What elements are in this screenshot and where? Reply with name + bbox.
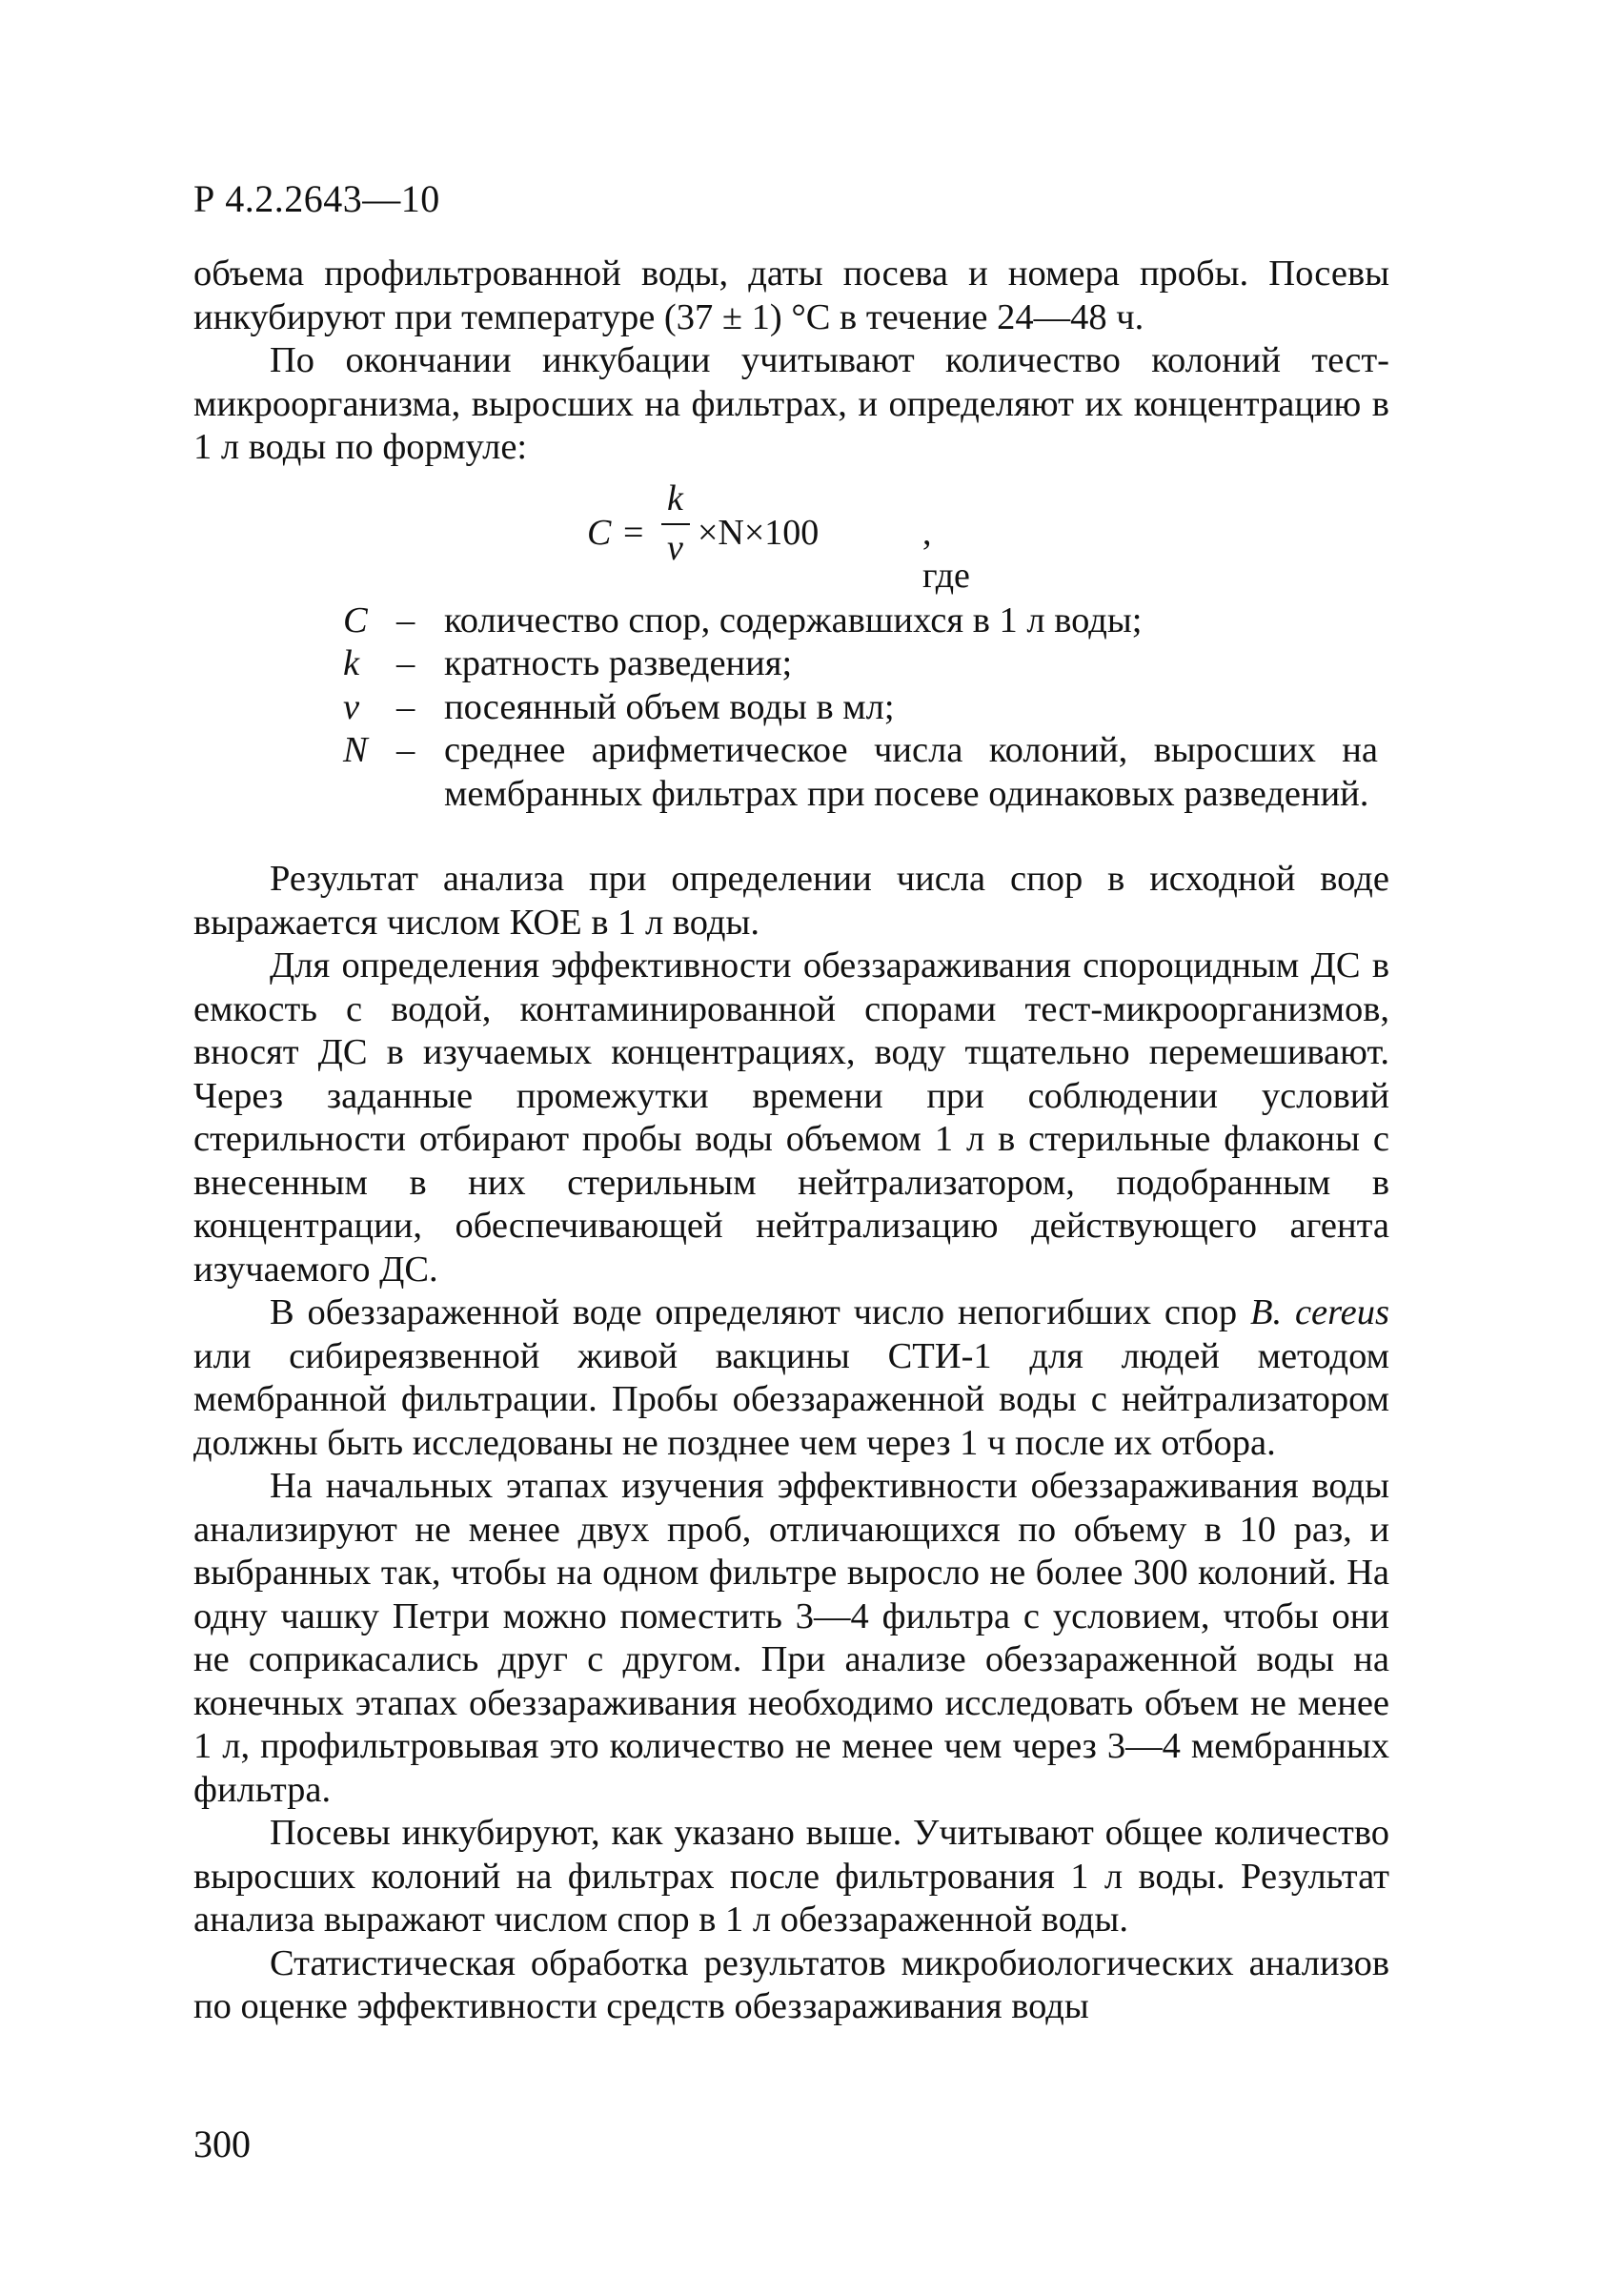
formula-fraction — [661, 477, 696, 579]
document-body — [193, 253, 1389, 2029]
formula-legend — [193, 599, 1389, 817]
formula — [193, 476, 1389, 596]
legend-row — [343, 729, 1389, 816]
legend-dash: – — [396, 599, 415, 640]
page-number: 300 — [193, 2123, 251, 2165]
paragraph: Статистическая обработка результатов микробиологических анализов по оценке эффективности средств обеззараживания воды — [193, 1942, 1389, 2026]
document-header: Р 4.2.2643—10 — [193, 177, 440, 220]
legend-row — [343, 686, 1389, 730]
formula-rest: ×N×100 — [698, 512, 820, 553]
paragraph-text: В обеззараженной воде определяют число непогибших спор — [270, 1292, 1238, 1332]
formula-denominator: v — [667, 527, 683, 568]
paragraph — [193, 1291, 1389, 1465]
legend-definition: среднее арифметическое числа колоний, выросших на мембранных фильтрах при посеве одинаковых разведений. — [444, 730, 1378, 814]
paragraph: На начальных этапах изучения эффективности обеззараживания воды анализируют не менее двух проб, отличающихся по объему в 10 раз, и выбранных так, чтобы на одном фильтре выросло не более 300 колоний. На одну чашку Петри можно поместить 3—4 фильтра с условием, чтобы они не соприкасались друг с другом. При анализе обеззараженной воды на конечных этапах обеззараживания необходимо исследовать объем не менее 1 л, профильтровывая это количество не менее чем через 3—4 мембранных фильтра. — [193, 1466, 1389, 1810]
fraction-bar — [661, 523, 690, 525]
paragraph-text: или сибиреязвенной живой вакцины СТИ-1 для людей методом мембранной фильтрации. Пробы обеззараженной воды с нейтрализатором должны быть исследованы не позднее чем через 1 ч после их отбора. — [193, 1335, 1389, 1463]
legend-symbol: C — [343, 599, 368, 640]
legend-definition: количество спор, содержавшихся в 1 л воды; — [444, 599, 1143, 640]
paragraph: Посевы инкубируют, как указано выше. Учитывают общее количество выросших колоний на фильтрах после фильтрования 1 л воды. Результат анализа выражают числом спор в 1 л обеззараженной воды. — [193, 1813, 1389, 1940]
legend-dash: – — [396, 730, 415, 770]
legend-row — [343, 642, 1389, 686]
formula-suffix: , где — [922, 512, 970, 596]
legend-symbol: k — [343, 643, 360, 683]
paragraph: По окончании инкубации учитывают количество колоний тест-микроорганизма, выросших на фильтрах, и определяют их концентрацию в 1 л воды по формуле: — [193, 340, 1389, 467]
legend-definition: посеянный объем воды в мл; — [444, 686, 895, 727]
formula-numerator: k — [667, 477, 683, 518]
legend-symbol: N — [343, 730, 368, 770]
legend-row — [343, 599, 1389, 643]
legend-dash: – — [396, 686, 415, 727]
paragraph: Результат анализа при определении числа спор в исходной воде выражается числом КОЕ в 1 л воды. — [193, 859, 1389, 943]
formula-lhs: C — [587, 512, 612, 553]
paragraph: объема профильтрованной воды, даты посева и номера пробы. Посевы инкубируют при температуре (37 ± 1) °С в течение 24—48 ч. — [193, 254, 1389, 337]
legend-dash: – — [396, 643, 415, 683]
legend-definition: кратность разведения; — [444, 643, 793, 683]
species-name: B. cereus — [1249, 1292, 1390, 1332]
legend-symbol: v — [343, 686, 360, 727]
paragraph: Для определения эффективности обеззараживания спороцидным ДС в емкость с водой, контаминированной спорами тест-микроорганизмов, вносят ДС в изучаемых концентрациях, воду тщательно перемешивают. Через заданные промежутки времени при соблюдении условий стерильности отбирают пробы воды объемом 1 л в стерильные флаконы с внесенным в них стерильным нейтрализатором, подобранным в концентрации, обеспечивающей нейтрализацию действующего агента изучаемого ДС. — [193, 945, 1389, 1290]
formula-equals: = — [623, 512, 644, 553]
